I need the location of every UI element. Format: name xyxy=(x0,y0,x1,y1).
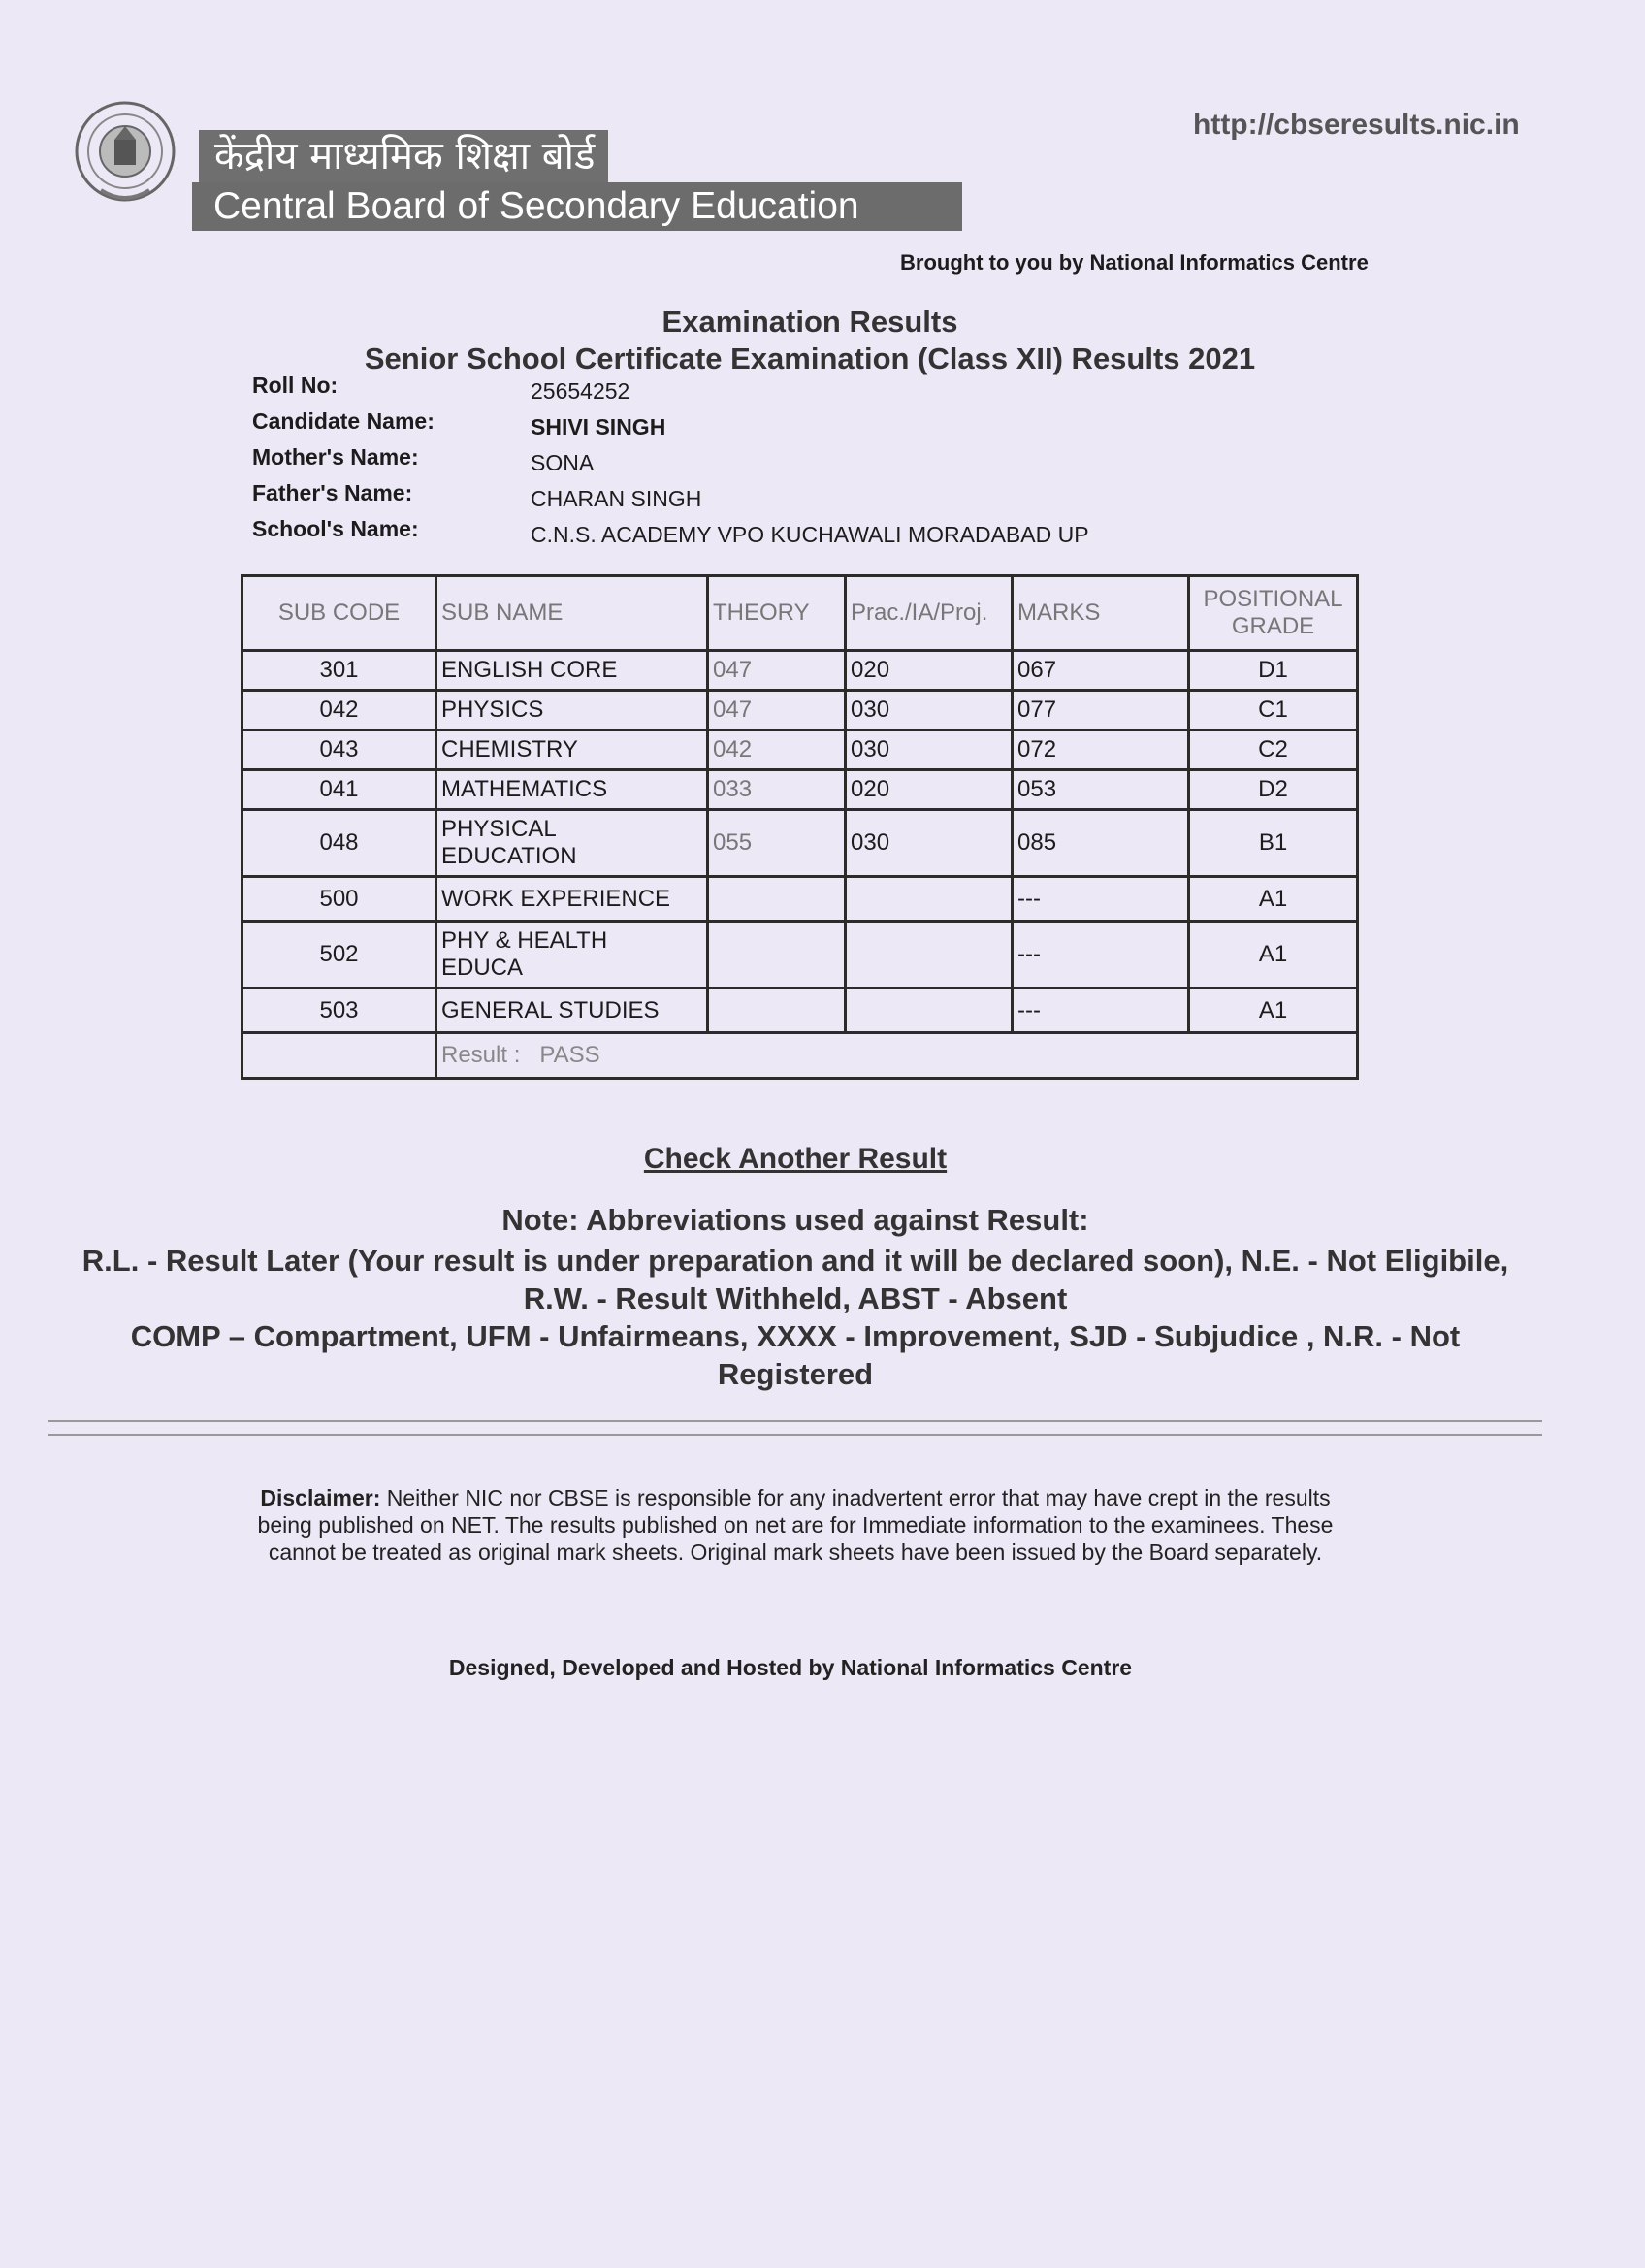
sub-name-line2: EDUCA xyxy=(441,955,524,981)
positional-grade: A1 xyxy=(1189,988,1358,1033)
prac-marks xyxy=(846,922,1013,988)
result-status xyxy=(436,1033,1358,1079)
header-english-title: Central Board of Secondary Education xyxy=(192,182,962,231)
exam-title: Senior School Certificate Examination (Class XII) Results 2021 xyxy=(364,341,1256,375)
theory-marks: 033 xyxy=(708,770,846,810)
divider-line xyxy=(48,1434,1542,1436)
table-row xyxy=(242,691,1358,730)
cbse-logo-icon xyxy=(74,97,177,211)
note-line-2: R.W. - Result Withheld, ABST - Absent xyxy=(523,1281,1068,1315)
school-name-value: C.N.S. ACADEMY VPO KUCHAWALI MORADABAD UP xyxy=(531,522,1089,547)
theory-marks: 047 xyxy=(708,651,846,691)
col-header-grade-line1: POSITIONAL xyxy=(1203,586,1343,612)
total-marks: 053 xyxy=(1013,770,1189,810)
total-marks: --- xyxy=(1013,922,1189,988)
total-marks: --- xyxy=(1013,988,1189,1033)
father-name-label: Father's Name: xyxy=(252,480,413,505)
sub-name-line2: EDUCATION xyxy=(441,843,577,869)
sub-code: 502 xyxy=(242,922,436,988)
sub-code: 500 xyxy=(242,877,436,922)
prac-marks xyxy=(846,877,1013,922)
positional-grade: C1 xyxy=(1189,691,1358,730)
col-header-prac: Prac./IA/Proj. xyxy=(846,576,1013,651)
note-line-1: R.L. - Result Later (Your result is under preparation and it will be declared soon), N.E. - Not Eligibile, xyxy=(81,1244,1509,1278)
mother-name-label: Mother's Name: xyxy=(252,444,419,470)
theory-marks: 047 xyxy=(708,691,846,730)
prac-marks: 030 xyxy=(846,810,1013,877)
note-line-4: Registered xyxy=(717,1357,874,1391)
total-marks: 085 xyxy=(1013,810,1189,877)
total-marks: 072 xyxy=(1013,730,1189,770)
col-header-sub-code: SUB CODE xyxy=(242,576,436,651)
disclaimer-label: Disclaimer: xyxy=(260,1485,381,1510)
sub-name: GENERAL STUDIES xyxy=(436,988,708,1033)
result-label: Result : xyxy=(441,1042,521,1068)
prac-marks xyxy=(846,988,1013,1033)
prac-marks: 020 xyxy=(846,770,1013,810)
theory-marks xyxy=(708,922,846,988)
table-row xyxy=(242,651,1358,691)
positional-grade: A1 xyxy=(1189,877,1358,922)
disclaimer xyxy=(233,1484,1358,1566)
prac-marks: 030 xyxy=(846,691,1013,730)
theory-marks: 055 xyxy=(708,810,846,877)
theory-marks: 042 xyxy=(708,730,846,770)
sub-name: PHYSICS xyxy=(436,691,708,730)
total-marks: 067 xyxy=(1013,651,1189,691)
roll-no-label: Roll No: xyxy=(252,373,339,398)
note-title: Note: Abbreviations used against Result: xyxy=(501,1203,1089,1237)
school-name-label: School's Name: xyxy=(252,516,419,541)
sub-code: 043 xyxy=(242,730,436,770)
col-header-sub-name: SUB NAME xyxy=(436,576,708,651)
sub-name: ENGLISH CORE xyxy=(436,651,708,691)
total-marks: --- xyxy=(1013,877,1189,922)
table-row xyxy=(242,810,1358,877)
sub-name xyxy=(436,922,708,988)
table-header-row xyxy=(242,576,1358,651)
father-name-value: CHARAN SINGH xyxy=(531,486,702,511)
sub-code: 048 xyxy=(242,810,436,877)
col-header-theory: THEORY xyxy=(708,576,846,651)
sub-name-line1: PHY & HEALTH xyxy=(441,927,608,954)
theory-marks xyxy=(708,988,846,1033)
roll-no-value: 25654252 xyxy=(531,378,630,404)
candidate-name-label: Candidate Name: xyxy=(252,408,435,434)
positional-grade: A1 xyxy=(1189,922,1358,988)
table-row xyxy=(242,988,1358,1033)
sub-code: 503 xyxy=(242,988,436,1033)
positional-grade: D2 xyxy=(1189,770,1358,810)
sub-name-line1: PHYSICAL xyxy=(441,816,557,842)
sub-name: MATHEMATICS xyxy=(436,770,708,810)
table-row xyxy=(242,922,1358,988)
header-hindi-title: केंद्रीय माध्यमिक शिक्षा बोर्ड xyxy=(199,130,608,182)
footer-credit: Designed, Developed and Hosted by National Informatics Centre xyxy=(448,1655,1133,1680)
total-marks: 077 xyxy=(1013,691,1189,730)
divider-line xyxy=(48,1420,1542,1422)
candidate-name-value: SHIVI SINGH xyxy=(531,414,666,439)
positional-grade: B1 xyxy=(1189,810,1358,877)
prac-marks: 020 xyxy=(846,651,1013,691)
sub-code: 042 xyxy=(242,691,436,730)
col-header-grade-line2: GRADE xyxy=(1231,613,1315,639)
table-row xyxy=(242,877,1358,922)
site-url[interactable]: http://cbseresults.nic.in xyxy=(1193,109,1520,141)
result-blank-cell xyxy=(242,1033,436,1079)
col-header-grade xyxy=(1189,576,1358,651)
positional-grade: D1 xyxy=(1189,651,1358,691)
results-table xyxy=(241,574,1359,1080)
sub-name: CHEMISTRY xyxy=(436,730,708,770)
note-line-3: COMP – Compartment, UFM - Unfairmeans, XXXX - Improvement, SJD - Subjudice , N.R. - Not xyxy=(130,1319,1461,1353)
sub-code: 301 xyxy=(242,651,436,691)
check-another-result-link[interactable]: Check Another Result xyxy=(643,1143,948,1175)
disclaimer-text: Neither NIC nor CBSE is responsible for any inadvertent error that may have crept in the results being published on NET. The results published on net are for Immediate information to the examinees. These cannot be treated as original mark sheets. Original mark sheets have been issued by the Board separately. xyxy=(257,1485,1334,1565)
prac-marks: 030 xyxy=(846,730,1013,770)
sub-name xyxy=(436,810,708,877)
positional-grade: C2 xyxy=(1189,730,1358,770)
table-row xyxy=(242,730,1358,770)
result-value: PASS xyxy=(539,1042,600,1068)
theory-marks xyxy=(708,877,846,922)
col-header-marks: MARKS xyxy=(1013,576,1189,651)
result-row xyxy=(242,1033,1358,1079)
mother-name-value: SONA xyxy=(531,450,595,475)
page-title: Examination Results xyxy=(661,305,958,339)
brought-by-text: Brought to you by National Informatics Centre xyxy=(900,250,1369,275)
sub-code: 041 xyxy=(242,770,436,810)
note-body xyxy=(68,1242,1523,1393)
table-row xyxy=(242,770,1358,810)
sub-name: WORK EXPERIENCE xyxy=(436,877,708,922)
